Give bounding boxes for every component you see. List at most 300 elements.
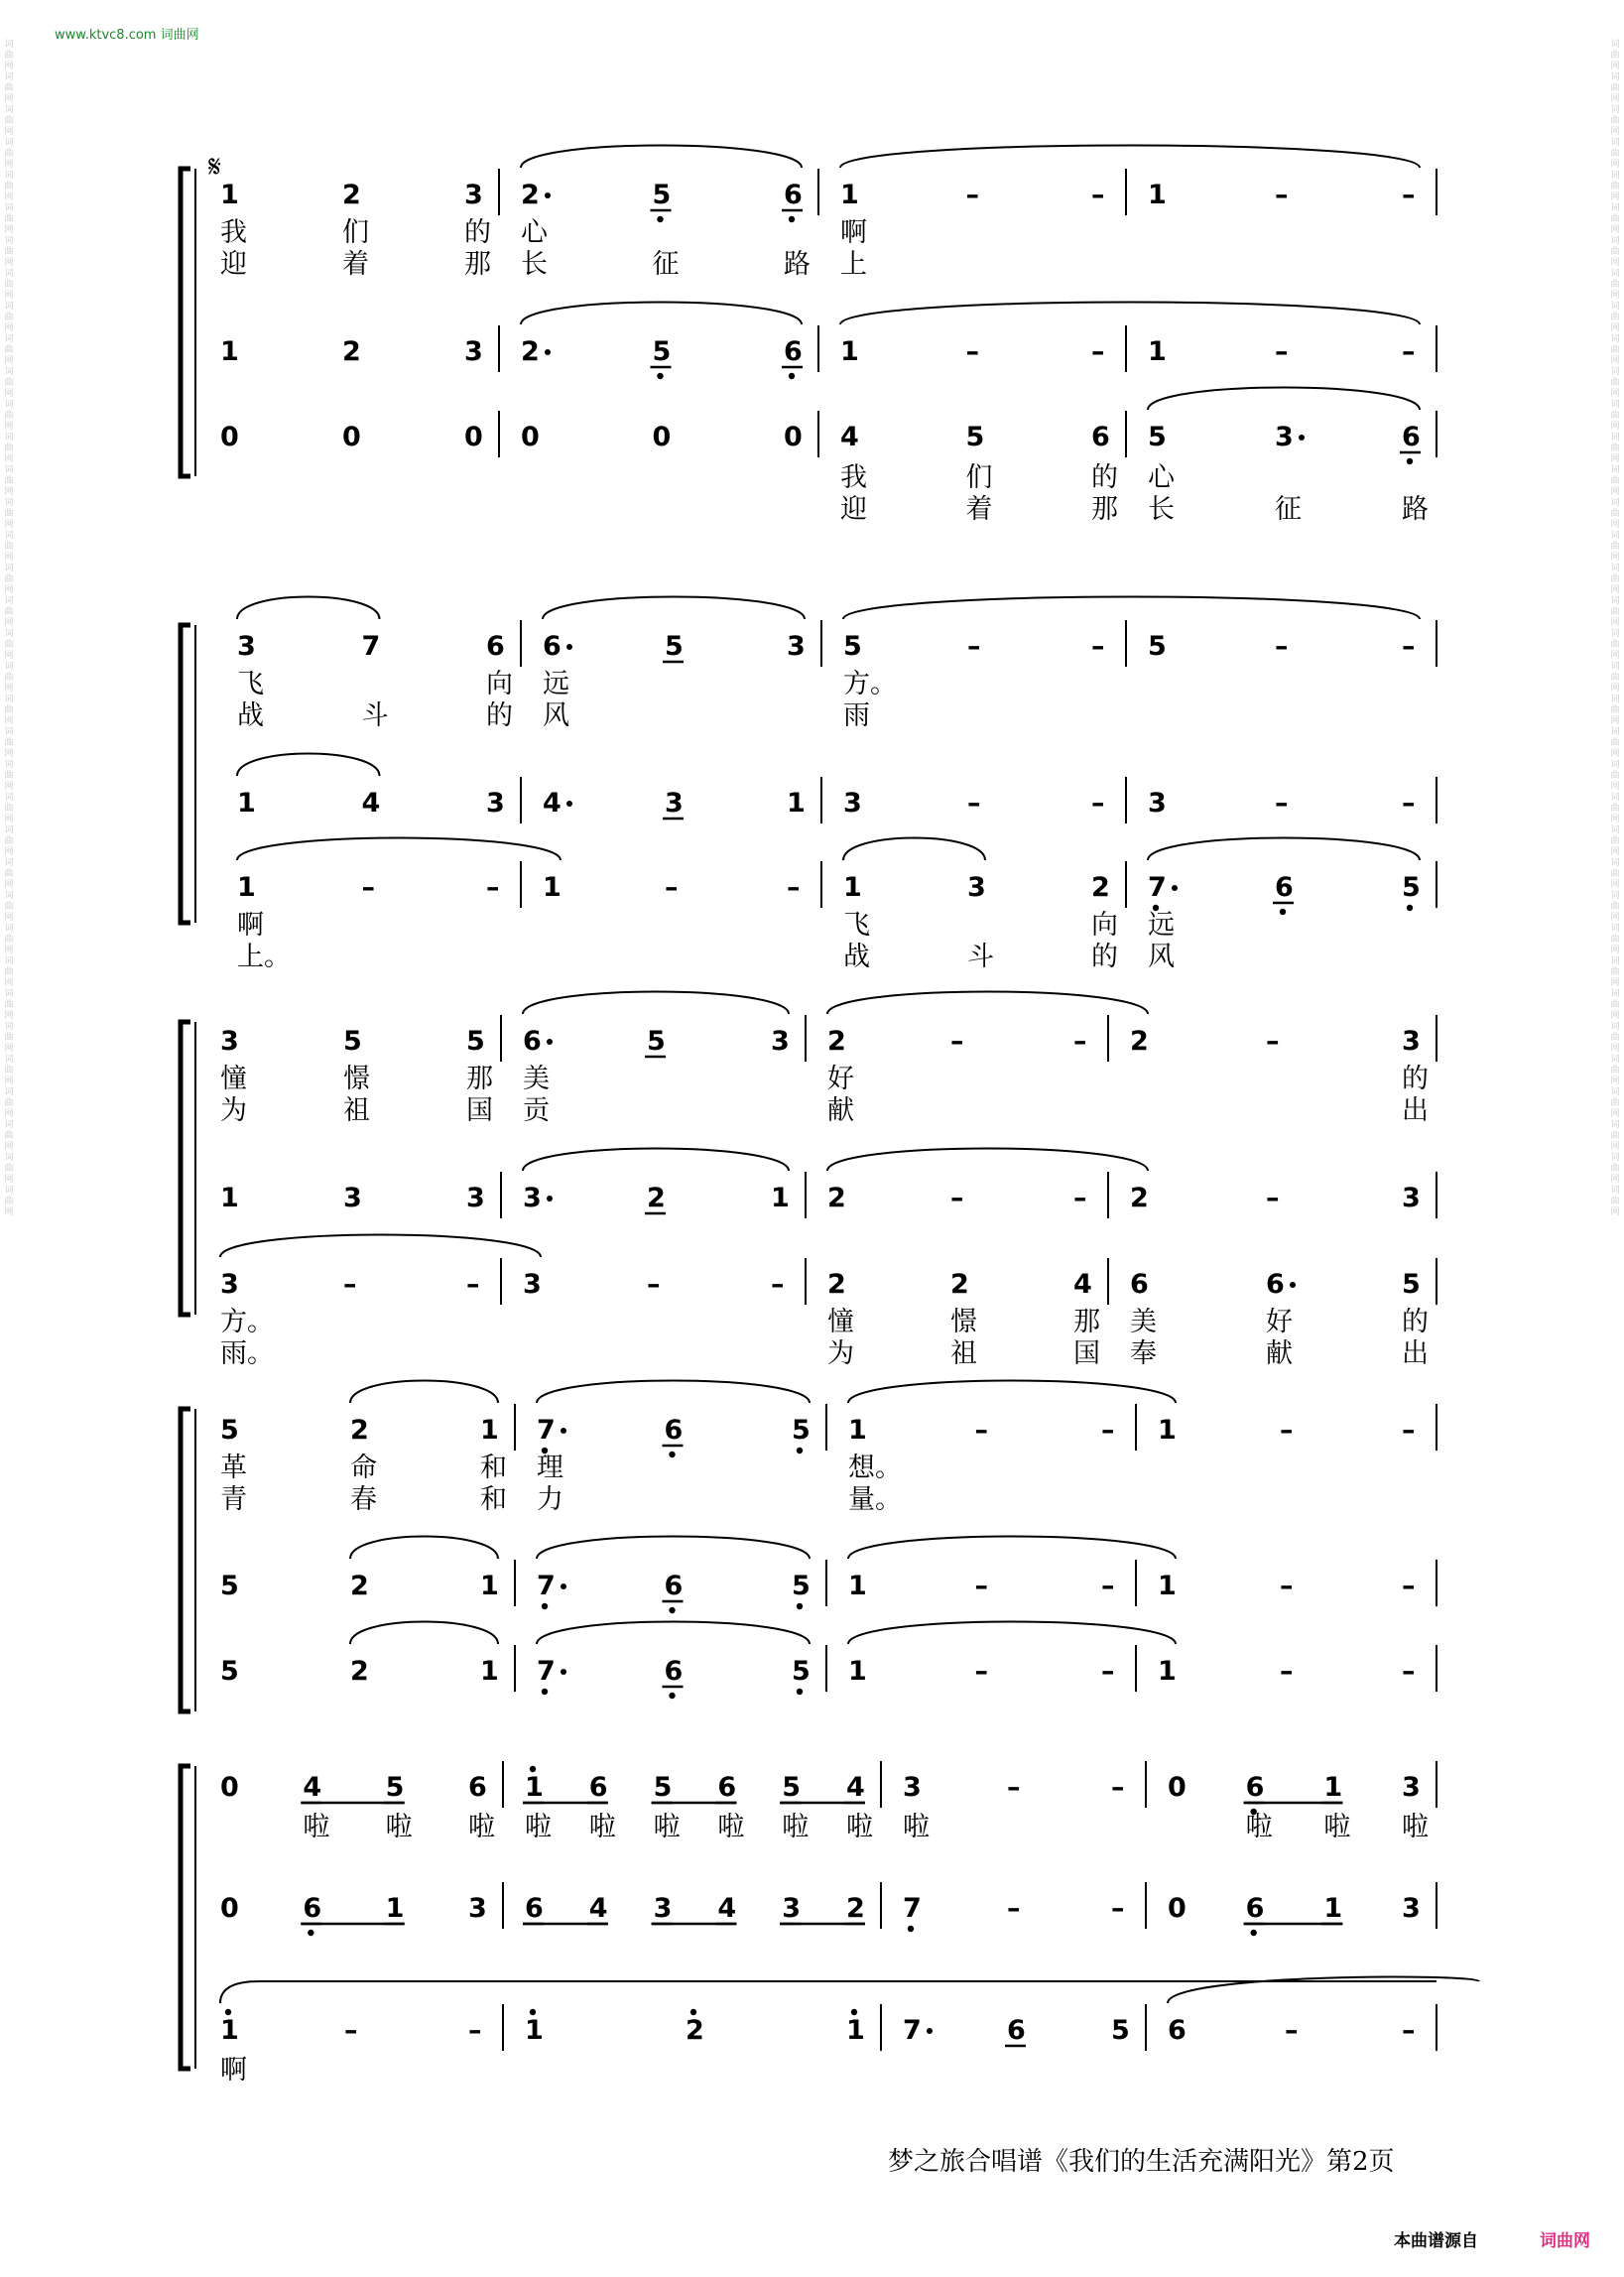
slur [237,597,380,620]
note-numeral: 7 [1148,872,1167,903]
dash-sustain: – [1402,1415,1416,1446]
note-numeral: 1 [1148,336,1167,367]
low-octave-dot [1407,458,1413,464]
note-numeral: 3 [343,1183,362,1213]
lyric-syllable: 向 [1091,910,1118,941]
dash-sustain: – [344,2015,358,2046]
lyric-syllable: 们 [965,462,993,493]
note-numeral: 2 [846,1893,865,1924]
lyric-syllable: 路 [784,249,811,280]
note-numeral: 6 [1266,1269,1285,1300]
note-numeral: 0 [521,422,540,452]
note-numeral: 5 [792,1571,811,1601]
high-octave-dot [690,2009,696,2015]
note-numeral: 5 [653,1772,673,1803]
lyric-syllable: 长 [521,249,548,280]
note-numeral: 1 [846,2015,865,2046]
lyric-syllable: 啦 [468,1812,495,1842]
note-numeral: 1 [1323,1772,1343,1803]
note-numeral: 6 [1091,422,1110,452]
slur [523,1149,789,1172]
note-numeral: 4 [588,1893,608,1924]
note-numeral: 5 [220,1571,239,1601]
dash-sustain: – [647,1269,661,1300]
slur [220,1235,541,1258]
note-numeral: 1 [843,872,862,903]
lyric-syllable: 奉 [1130,1338,1157,1369]
system-bracket [181,625,190,923]
lyric-syllable: 向 [486,669,513,699]
note-numeral: 1 [840,180,859,210]
note-numeral: 5 [652,180,672,210]
dash-sustain: – [965,180,979,210]
slur [827,992,1148,1015]
note-numeral: 2 [342,180,361,210]
lyric-syllable: 啦 [525,1812,552,1842]
lyric-syllable: 的 [464,217,491,248]
note-numeral: 1 [220,1183,239,1213]
note-numeral: 1 [848,1571,867,1601]
low-octave-dot [542,1603,548,1609]
note-numeral: 1 [1323,1893,1343,1924]
dash-sustain: – [1280,1571,1294,1601]
dash-sustain: – [950,1183,964,1213]
note-numeral: 6 [784,180,803,210]
note-numeral: 1 [771,1183,790,1213]
note-numeral: 3 [653,1893,673,1924]
right-watermark-strip: 词曲网词曲网词曲网词曲网词曲网词曲网词曲网词曲网词曲网词曲网词曲网词曲网词曲网词曲网词曲网词曲网词曲网词曲网词曲网词曲网词曲网词曲网词曲网词曲网词曲网词曲网词曲网词曲网词曲网词曲网词曲网词曲网词曲网词曲网词曲网词曲网 [1610,40,1620,1217]
note-numeral: 5 [665,631,684,662]
lyric-syllable: 斗 [967,942,994,972]
low-octave-dot [789,216,795,222]
slur [521,146,802,169]
slur [543,597,805,620]
slur [537,1537,810,1560]
lyric-syllable: 为 [220,1095,247,1126]
low-octave-dot [789,373,795,379]
note-numeral: 0 [342,422,361,452]
dash-sustain: – [1091,180,1105,210]
lyric-syllable: 祖 [950,1338,977,1369]
note-numeral: 1 [480,1571,499,1601]
low-octave-dot [797,1448,803,1454]
lyric-syllable: 憧 [220,1064,247,1094]
note-numeral: 5 [220,1415,239,1446]
high-octave-dot [225,2009,231,2015]
dash-sustain: – [1280,1656,1294,1687]
augmentation-dot [1290,1282,1296,1288]
note-numeral: 1 [220,336,239,367]
note-numeral: 3 [1148,788,1167,819]
dash-sustain: – [1111,1772,1125,1803]
slur [843,838,985,861]
dash-sustain: – [974,1571,988,1601]
lyric-syllable: 战 [843,942,870,972]
note-numeral: 3 [220,1026,239,1057]
lyric-syllable: 方。 [843,669,897,699]
lyric-syllable: 飞 [843,910,870,941]
note-numeral: 2 [827,1026,846,1057]
note-numeral: 5 [843,631,862,662]
note-numeral: 7 [903,2015,922,2046]
lyric-syllable: 啦 [782,1812,810,1842]
dash-sustain: – [1007,1772,1021,1803]
header-url-text: www.ktvc8.com [55,28,157,43]
lyric-syllable: 风 [1148,942,1175,972]
lyric-syllable: 憬 [950,1307,977,1337]
low-octave-dot [657,373,663,379]
note-numeral: 1 [480,1656,499,1687]
dash-sustain: – [343,1269,357,1300]
lyric-syllable: 我 [220,217,247,248]
lyric-syllable: 长 [1148,494,1175,525]
slur [237,754,380,777]
lyric-syllable: 啦 [653,1812,681,1842]
note-numeral: 2 [827,1269,846,1300]
note-numeral: 1 [525,1772,544,1803]
dash-sustain: – [1266,1183,1280,1213]
note-numeral: 2 [521,336,540,367]
dash-sustain: – [950,1026,964,1057]
note-numeral: 2 [521,180,540,210]
slur [840,303,1420,325]
lyric-syllable: 的 [1402,1064,1429,1094]
low-octave-dot [669,1607,675,1613]
dash-sustain: – [361,872,375,903]
note-numeral: 2 [1091,872,1110,903]
note-numeral: 6 [1245,1772,1265,1803]
dash-sustain: – [1275,788,1289,819]
slur [350,1622,498,1645]
note-numeral: 1 [848,1415,867,1446]
note-numeral: 6 [664,1415,684,1446]
note-numeral: 6 [525,1893,544,1924]
dash-sustain: – [1073,1026,1087,1057]
note-numeral: 5 [792,1415,811,1446]
lyric-syllable: 啊 [840,217,867,248]
header-site-text: 词曲网 [160,28,199,43]
lyric-syllable: 远 [543,669,569,699]
low-octave-dot [908,1926,914,1932]
dash-sustain: – [486,872,500,903]
lyric-syllable: 们 [342,217,369,248]
lyric-syllable: 啦 [903,1812,930,1842]
note-numeral: 4 [846,1772,865,1803]
note-numeral: 2 [1130,1026,1149,1057]
note-numeral: 5 [343,1026,362,1057]
lyric-syllable: 啦 [588,1812,616,1842]
note-numeral: 3 [967,872,986,903]
note-numeral: 2 [342,336,361,367]
dash-sustain: – [967,788,981,819]
slur [840,146,1420,169]
high-octave-dot [530,2009,536,2015]
note-numeral: 6 [468,1772,487,1803]
note-numeral: 2 [686,2015,704,2046]
note-numeral: 0 [220,422,239,452]
lyric-syllable: 啦 [1323,1812,1351,1842]
note-numeral: 5 [652,336,672,367]
lyric-syllable: 迎 [220,249,247,280]
note-numeral: 3 [787,631,806,662]
note-numeral: 0 [784,422,803,452]
note-numeral: 3 [1402,1026,1421,1057]
note-numeral: 7 [537,1656,556,1687]
lyric-syllable: 啦 [846,1812,873,1842]
lyric-syllable: 远 [1148,910,1175,941]
lyric-syllable: 啊 [220,2055,247,2086]
note-numeral: 0 [464,422,483,452]
low-octave-dot [669,1693,675,1699]
note-numeral: 5 [1402,872,1421,903]
note-numeral: 4 [840,422,859,452]
dash-sustain: – [1402,180,1416,210]
lyric-syllable: 的 [1402,1307,1429,1337]
lyric-syllable: 量。 [848,1484,902,1515]
note-numeral: 7 [537,1415,556,1446]
dash-sustain: – [1275,180,1289,210]
note-numeral: 4 [717,1893,737,1924]
dash-sustain: – [1101,1415,1115,1446]
slur [1148,838,1420,861]
note-numeral: 6 [588,1772,608,1803]
note-numeral: 1 [1158,1571,1177,1601]
augmentation-dot [1172,885,1178,891]
note-numeral: 3 [220,1269,239,1300]
note-numeral: 2 [827,1183,846,1213]
dash-sustain: – [965,336,979,367]
dash-sustain: – [1402,1571,1416,1601]
note-numeral: 3 [1275,422,1294,452]
note-numeral: 5 [385,1772,405,1803]
note-numeral: 3 [464,336,483,367]
low-octave-dot [797,1689,803,1695]
source-label: 本曲谱源自 [1394,2231,1478,2251]
dash-sustain: – [1266,1026,1280,1057]
lyric-syllable: 美 [1130,1307,1157,1337]
segno-sign: 𝄋 [208,150,221,185]
lyric-syllable: 我 [840,462,867,493]
lyric-syllable: 青 [220,1484,247,1515]
slur [1148,388,1420,411]
lyric-syllable: 啊 [237,910,264,941]
lyric-syllable: 心 [521,217,548,248]
dash-sustain: – [1101,1571,1115,1601]
note-numeral: 5 [466,1026,485,1057]
dash-sustain: – [1402,2015,1416,2046]
dash-sustain: – [1111,1893,1125,1924]
dash-sustain: – [1402,788,1416,819]
lyric-syllable: 上 [840,249,867,280]
lyric-syllable: 美 [523,1064,550,1094]
note-numeral: 2 [647,1183,666,1213]
note-numeral: 1 [1148,180,1167,210]
note-numeral: 3 [1402,1893,1421,1924]
high-octave-dot [530,1766,536,1772]
slur [537,1622,810,1645]
lyric-syllable: 啦 [303,1812,330,1842]
note-numeral: 6 [664,1656,684,1687]
lyric-syllable: 的 [486,700,513,731]
low-octave-dot [1250,1930,1256,1936]
dash-sustain: – [1091,631,1105,662]
low-octave-dot [669,1452,675,1457]
note-numeral: 0 [220,1893,239,1924]
dash-sustain: – [1402,631,1416,662]
lyric-syllable: 献 [827,1095,854,1126]
note-numeral: 3 [466,1183,485,1213]
note-numeral: 7 [361,631,381,662]
lyric-syllable: 啦 [385,1812,413,1842]
lyric-syllable: 的 [1091,462,1118,493]
lyric-syllable: 命 [350,1453,377,1483]
note-numeral: 3 [468,1893,487,1924]
note-numeral: 6 [1168,2015,1187,2046]
slur [523,992,789,1015]
lyric-syllable: 雨。 [220,1338,274,1369]
dash-sustain: – [1285,2015,1299,2046]
note-numeral: 6 [664,1571,684,1601]
augmentation-dot [1299,435,1305,441]
note-numeral: 4 [361,788,381,819]
lyric-syllable: 国 [466,1095,493,1126]
lyric-syllable: 战 [237,700,264,731]
note-numeral: 5 [1148,631,1167,662]
slur [848,1537,1176,1560]
note-numeral: 3 [843,788,862,819]
note-numeral: 3 [665,788,684,819]
low-octave-dot [657,216,663,222]
dash-sustain: – [1275,631,1289,662]
lyric-syllable: 理 [537,1453,563,1483]
lyric-syllable: 想。 [848,1453,902,1483]
note-numeral: 6 [1007,2015,1026,2046]
note-numeral: 7 [537,1571,556,1601]
dash-sustain: – [1402,1656,1416,1687]
dash-sustain: – [1091,336,1105,367]
note-numeral: 2 [350,1571,369,1601]
lyric-syllable: 革 [220,1453,247,1483]
note-numeral: 2 [950,1269,969,1300]
lyric-syllable: 啦 [717,1812,745,1842]
dash-sustain: – [787,872,801,903]
lyric-syllable: 力 [537,1484,563,1515]
lyric-syllable: 雨 [843,700,870,731]
dash-sustain: – [967,631,981,662]
high-octave-dot [851,2009,857,2015]
lyric-syllable: 征 [1275,494,1302,525]
note-numeral: 5 [965,422,985,452]
note-numeral: 4 [1073,1269,1092,1300]
note-numeral: 1 [480,1415,499,1446]
note-numeral: 3 [771,1026,790,1057]
augmentation-dot [545,349,551,355]
left-watermark-strip: 词曲网词曲网词曲网词曲网词曲网词曲网词曲网词曲网词曲网词曲网词曲网词曲网词曲网词曲网词曲网词曲网词曲网词曲网词曲网词曲网词曲网词曲网词曲网词曲网词曲网词曲网词曲网词曲网词曲网词曲网词曲网词曲网词曲网词曲网词曲网词曲网 [4,40,14,1217]
lyric-syllable: 迎 [840,494,867,525]
dash-sustain: – [974,1415,988,1446]
lyric-syllable: 啦 [1402,1812,1429,1842]
lyric-syllable: 着 [342,249,369,280]
note-numeral: 3 [1402,1772,1421,1803]
dash-sustain: – [665,872,679,903]
lyric-syllable: 上。 [237,942,291,972]
note-numeral: 6 [1130,1269,1149,1300]
slur [843,597,1420,620]
lyric-syllable: 憧 [827,1307,854,1337]
augmentation-dot [566,801,572,807]
note-numeral: 3 [237,631,256,662]
note-numeral: 0 [1168,1893,1187,1924]
note-numeral: 3 [486,788,505,819]
low-octave-dot [1407,905,1413,911]
system-bracket [181,169,190,476]
augmentation-dot [566,644,572,650]
lyric-syllable: 春 [350,1484,377,1515]
lyric-syllable: 风 [543,700,569,731]
lyric-syllable: 好 [1266,1307,1293,1337]
lyric-syllable: 和 [480,1453,507,1483]
note-numeral: 6 [1275,872,1294,903]
slur [848,1622,1176,1645]
note-numeral: 7 [903,1893,922,1924]
dash-sustain: – [1007,1893,1021,1924]
note-numeral: 6 [523,1026,542,1057]
slur [537,1381,810,1404]
slur [827,1149,1148,1172]
lyric-syllable: 祖 [343,1095,370,1126]
augmentation-dot [547,1039,553,1045]
note-numeral: 5 [792,1656,811,1687]
note-numeral: 5 [1148,422,1167,452]
note-numeral: 1 [1158,1656,1177,1687]
lyric-syllable: 国 [1073,1338,1100,1369]
dash-sustain: – [468,2015,482,2046]
dash-sustain: – [466,1269,480,1300]
note-numeral: 1 [237,788,256,819]
source-site-link[interactable]: 词曲网 [1540,2231,1590,2251]
augmentation-dot [561,1428,566,1434]
low-octave-dot [542,1689,548,1695]
note-numeral: 4 [543,788,562,819]
note-numeral: 3 [464,180,483,210]
note-numeral: 1 [787,788,806,819]
lyric-syllable: 那 [1073,1307,1100,1337]
note-numeral: 3 [903,1772,922,1803]
note-numeral: 5 [1111,2015,1130,2046]
lyric-syllable: 路 [1402,494,1429,525]
lyric-syllable: 心 [1148,462,1175,493]
augmentation-dot [547,1196,553,1202]
note-numeral: 3 [523,1269,542,1300]
dash-sustain: – [1101,1656,1115,1687]
note-numeral: 2 [350,1656,369,1687]
note-numeral: 0 [652,422,672,452]
note-numeral: 1 [543,872,562,903]
augmentation-dot [927,2028,933,2034]
lyric-syllable: 啦 [1245,1812,1273,1842]
lyric-syllable: 的 [1091,942,1118,972]
dash-sustain: – [1402,336,1416,367]
note-numeral: 0 [220,1772,239,1803]
note-numeral: 1 [237,872,256,903]
system-bracket [181,1766,190,2069]
note-numeral: 3 [782,1893,801,1924]
note-numeral: 2 [1130,1183,1149,1213]
note-numeral: 5 [647,1026,666,1057]
low-octave-dot [308,1930,313,1936]
low-octave-dot [1280,909,1286,915]
lyric-syllable: 着 [965,494,993,525]
